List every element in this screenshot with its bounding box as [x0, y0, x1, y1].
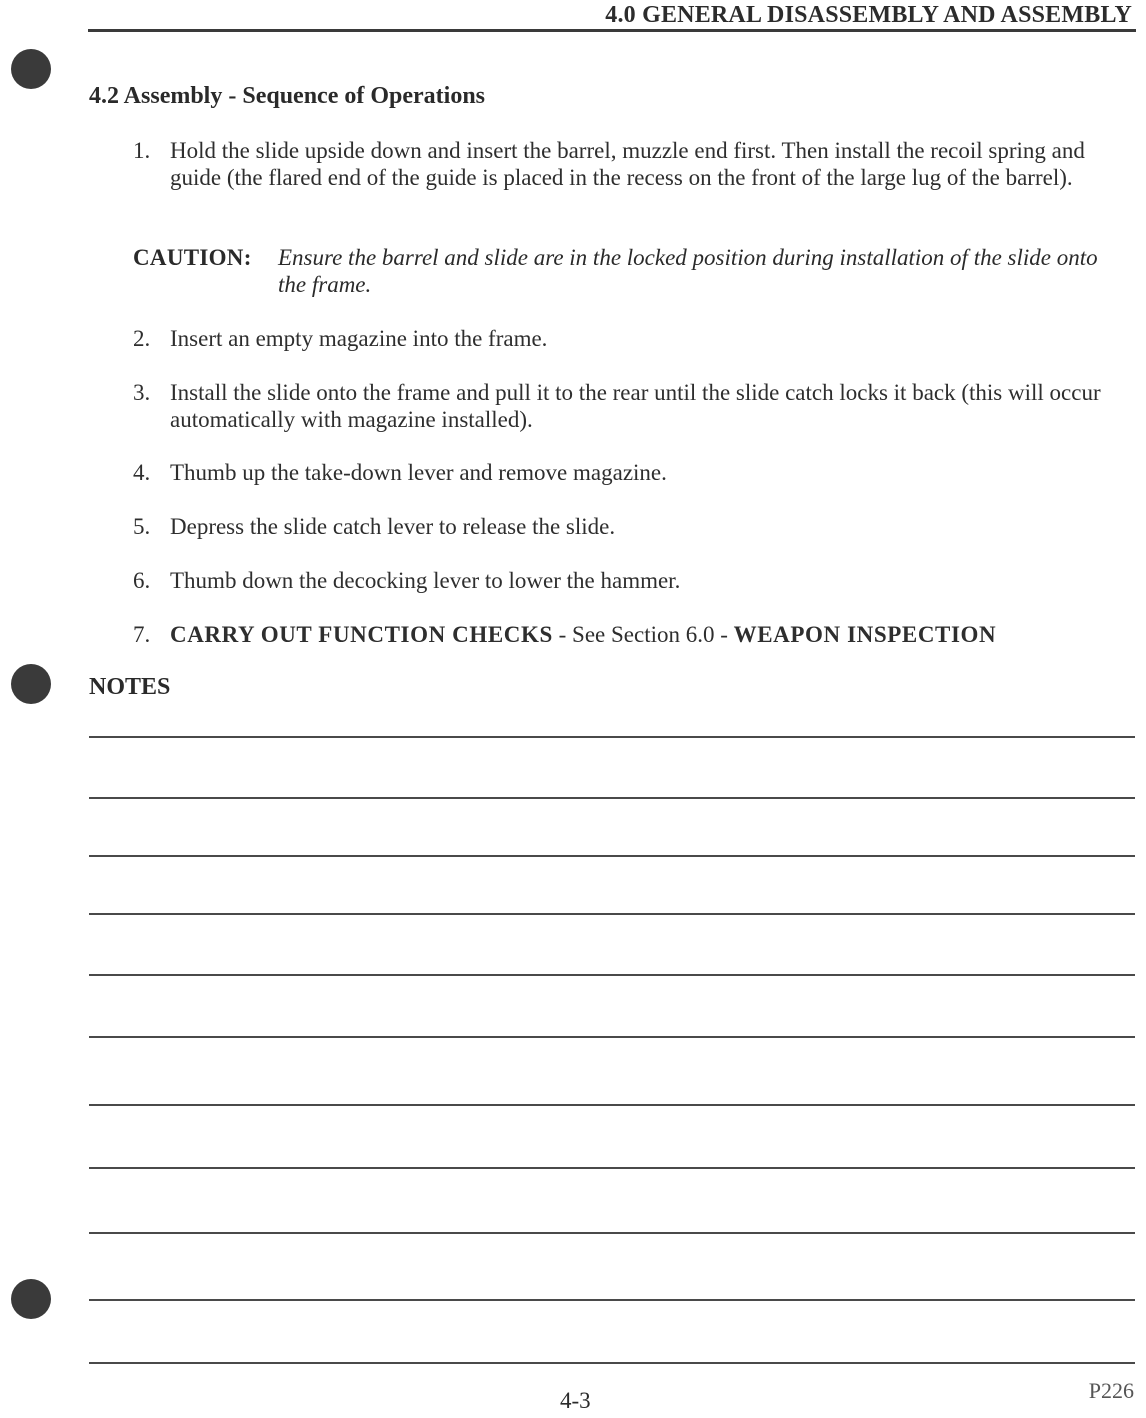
- step-number: 6.: [133, 568, 151, 593]
- step-text: Thumb up the take-down lever and remove magazine.: [170, 460, 667, 485]
- note-line: [89, 913, 1135, 915]
- step-number: 4.: [133, 460, 151, 485]
- note-line: [89, 1167, 1135, 1169]
- step-number: 2.: [133, 326, 151, 351]
- note-line: [89, 1232, 1135, 1234]
- note-line: [89, 1362, 1135, 1364]
- caution-note: [133, 244, 1123, 298]
- caution-label: CAUTION:: [133, 245, 252, 270]
- step-number: 7.: [133, 622, 151, 647]
- model-code: P226: [1088, 1378, 1134, 1403]
- section-reference: - See Section 6.0 -: [552, 622, 734, 647]
- note-line: [89, 855, 1135, 857]
- step-text: Depress the slide catch lever to release the slide.: [170, 514, 616, 539]
- page-number: 4-3: [560, 1388, 591, 1413]
- step-1: [133, 137, 1133, 191]
- notes-heading: NOTES: [89, 674, 171, 700]
- step-6: [133, 567, 1133, 594]
- note-line: [89, 797, 1135, 799]
- binder-hole-top: [11, 49, 51, 89]
- step-text: Insert an empty magazine into the frame.: [170, 326, 548, 351]
- step-text: Hold the slide upside down and insert the barrel, muzzle end first. Then install the recoil spring and guide (the flared end of the guide is placed in the recess on the front of the large lug of the barrel).: [170, 138, 1085, 190]
- chapter-title: 4.0 GENERAL DISASSEMBLY AND ASSEMBLY: [605, 2, 1132, 28]
- binder-hole-bottom: [11, 1279, 51, 1319]
- note-line: [89, 736, 1135, 738]
- step-number: 1.: [133, 138, 151, 163]
- step-7: [133, 621, 1133, 648]
- step-number: 5.: [133, 514, 151, 539]
- step-text: Install the slide onto the frame and pull it to the rear until the slide catch locks it back (this will occur automatically with magazine installed).: [170, 380, 1101, 432]
- step-text: Thumb down the decocking lever to lower the hammer.: [170, 568, 681, 593]
- weapon-inspection-label: WEAPON INSPECTION: [733, 622, 997, 647]
- step-number: 3.: [133, 380, 151, 405]
- note-line: [89, 1299, 1135, 1301]
- caution-text: Ensure the barrel and slide are in the locked position during installation of the slide onto the frame.: [278, 245, 1098, 297]
- binder-hole-middle: [11, 664, 51, 704]
- header-rule: [88, 29, 1136, 32]
- step-5: [133, 513, 1133, 540]
- function-checks-label: CARRY OUT FUNCTION CHECKS: [170, 622, 553, 647]
- section-heading: 4.2 Assembly - Sequence of Operations: [89, 83, 485, 109]
- step-2: [133, 325, 1133, 352]
- note-line: [89, 974, 1135, 976]
- step-3: [133, 379, 1133, 433]
- note-line: [89, 1036, 1135, 1038]
- step-text: [170, 621, 1133, 648]
- step-4: [133, 459, 1133, 486]
- note-line: [89, 1104, 1135, 1106]
